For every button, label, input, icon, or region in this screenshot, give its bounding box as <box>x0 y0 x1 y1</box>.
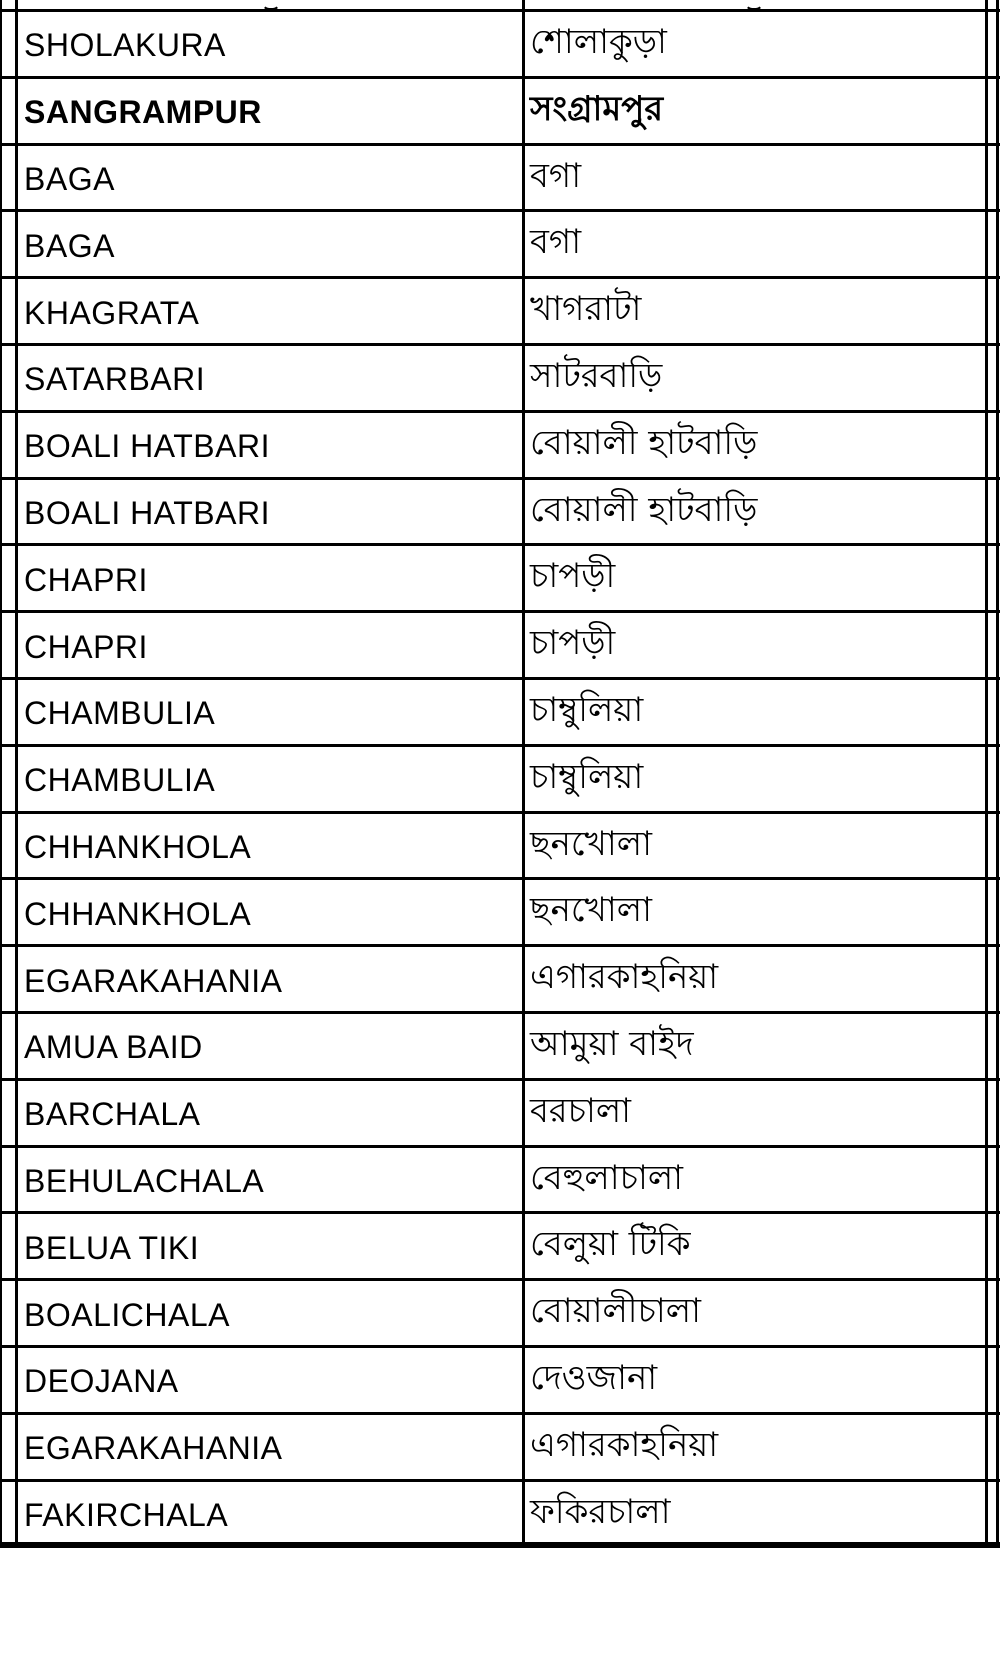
table-row <box>0 346 1000 413</box>
bengali-name-cell: বোয়ালী হাটবাড়ি <box>530 489 758 530</box>
table-column-divider-middle <box>522 0 525 1545</box>
bengali-name-cell: বেলুয়া টিকি <box>530 1224 691 1265</box>
english-name-cell: BELUA TIKI <box>24 1229 200 1266</box>
table-row <box>0 1081 1000 1148</box>
bengali-name-cell: বোয়ালী হাটবাড়ি <box>530 422 758 463</box>
english-name-cell: BOALI HATBARI <box>24 428 270 465</box>
bengali-name-cell: চাম্বুলিয়া <box>530 756 644 797</box>
bengali-name-cell: চাপড়ী <box>530 623 616 664</box>
table-row <box>0 814 1000 881</box>
bengali-name-cell: বেহুলাচালা <box>530 1157 684 1198</box>
english-name-cell: EGARAKAHANIA <box>24 1430 283 1467</box>
table-row <box>0 747 1000 814</box>
bengali-name-cell: শোলাকুড়া <box>530 22 667 62</box>
table-row <box>0 1014 1000 1081</box>
table-row <box>0 680 1000 747</box>
table-row <box>0 1281 1000 1348</box>
clipped-glyph-right <box>745 0 763 10</box>
bengali-name-cell: চাপড়ী <box>530 556 616 597</box>
english-name-cell: BAGA <box>24 227 115 264</box>
english-name-cell: CHAPRI <box>24 628 148 665</box>
english-name-cell: SANGRAMPUR <box>24 94 262 131</box>
table-row <box>0 947 1000 1014</box>
english-name-cell: CHAMBULIA <box>24 762 216 799</box>
bengali-name-cell: চাম্বুলিয়া <box>530 689 644 730</box>
table-row <box>0 880 1000 947</box>
table-row <box>0 212 1000 279</box>
table-row <box>0 480 1000 547</box>
bengali-name-cell: বরচালা <box>530 1090 632 1131</box>
bengali-name-cell: এগারকাহনিয়া <box>530 1424 719 1465</box>
table-row <box>0 1415 1000 1482</box>
table-row <box>0 1214 1000 1281</box>
table-row <box>0 1482 1000 1549</box>
bengali-name-cell: ফকিরচালা <box>530 1491 671 1532</box>
english-name-cell: CHAPRI <box>24 561 148 598</box>
table-row <box>0 613 1000 680</box>
table-column-divider-right <box>985 0 988 1545</box>
english-name-cell: KHAGRATA <box>24 294 200 331</box>
bengali-name-cell: সংগ্রামপুর <box>530 88 664 129</box>
bengali-name-cell: ছনখোলা <box>530 823 652 864</box>
table-row <box>0 79 1000 146</box>
english-name-cell: EGARAKAHANIA <box>24 962 283 999</box>
english-name-cell: DEOJANA <box>24 1363 179 1400</box>
table-left-edge-border <box>0 0 2 1545</box>
english-name-cell: BAGA <box>24 160 115 197</box>
english-name-cell: BOALI HATBARI <box>24 494 270 531</box>
bengali-name-cell: এগারকাহনিয়া <box>530 957 719 998</box>
table-row <box>0 1348 1000 1415</box>
bengali-name-cell: বোয়ালীচালা <box>530 1291 701 1332</box>
bengali-name-cell: সাটরবাড়ি <box>530 355 663 396</box>
table-bottom-border <box>0 1542 1000 1545</box>
bengali-name-cell: আমুয়া বাইদ <box>530 1023 694 1064</box>
english-name-cell: CHAMBULIA <box>24 695 216 732</box>
english-name-cell: SATARBARI <box>24 361 206 398</box>
table-row <box>0 1148 1000 1215</box>
table-column-divider-left <box>15 0 18 1545</box>
bengali-name-cell: বগা <box>530 222 582 263</box>
table-row <box>0 546 1000 613</box>
english-name-cell: SHOLAKURA <box>24 27 226 64</box>
english-name-cell: AMUA BAID <box>24 1029 203 1066</box>
bengali-name-cell: বগা <box>530 155 582 196</box>
english-name-cell: BARCHALA <box>24 1096 201 1133</box>
place-name-table <box>0 12 1000 1548</box>
clipped-previous-row <box>0 0 1000 12</box>
table-right-edge-border <box>996 0 999 1545</box>
english-name-cell: FAKIRCHALA <box>24 1496 229 1533</box>
table-row <box>0 413 1000 480</box>
english-name-cell: BEHULACHALA <box>24 1162 265 1199</box>
english-name-cell: CHHANKHOLA <box>24 895 252 932</box>
english-name-cell: CHHANKHOLA <box>24 828 252 865</box>
bengali-name-cell: দেওজানা <box>530 1357 658 1398</box>
english-name-cell: BOALICHALA <box>24 1296 230 1333</box>
bengali-name-cell: ছনখোলা <box>530 890 652 931</box>
table-row <box>0 146 1000 213</box>
bengali-name-cell: খাগরাটা <box>530 289 642 330</box>
clipped-glyph-left <box>262 0 280 10</box>
table-row <box>0 279 1000 346</box>
table-row <box>0 12 1000 79</box>
